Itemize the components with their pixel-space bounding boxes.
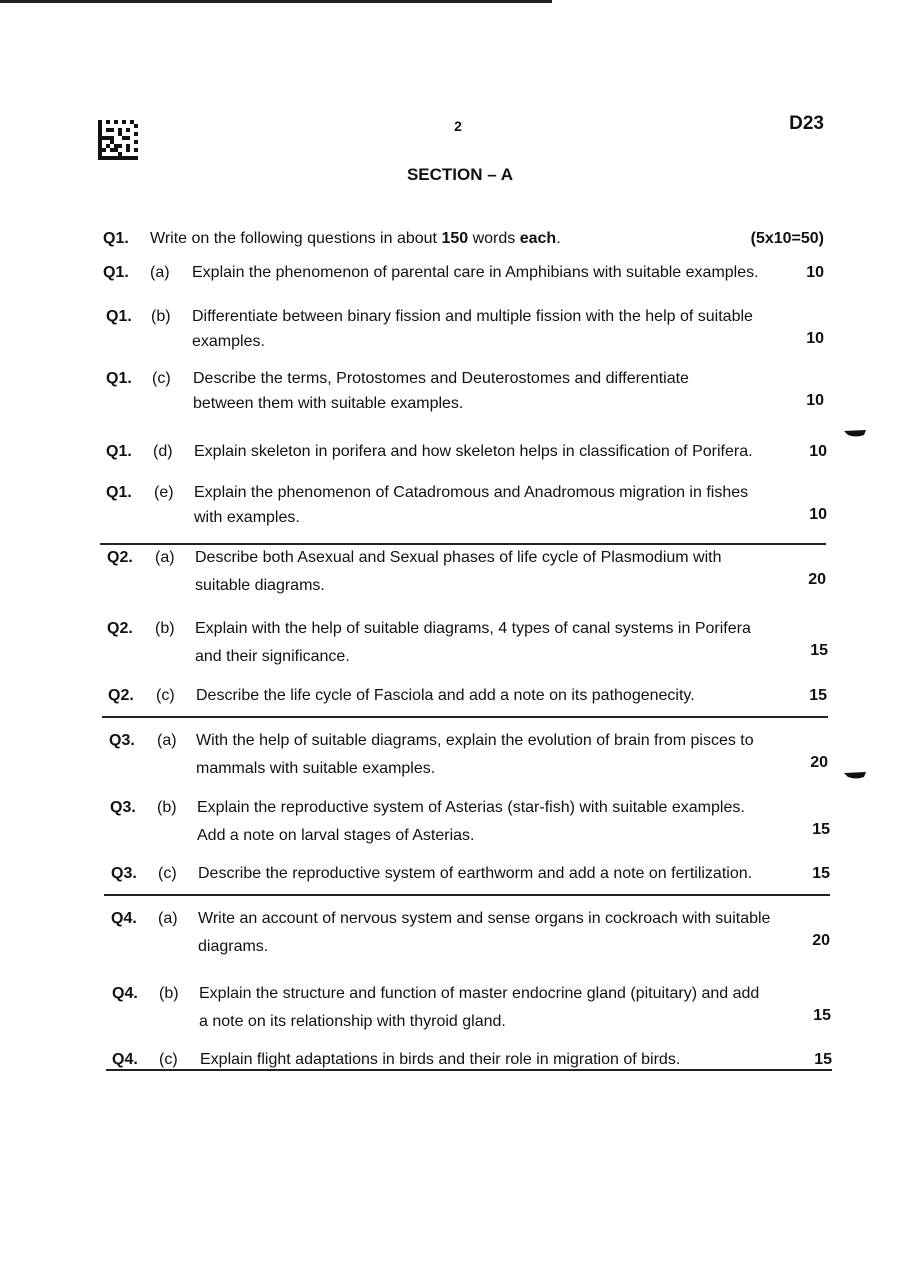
- question-text-line: Explain the structure and function of master endocrine gland (pituitary) and add: [199, 985, 760, 1002]
- question-number: Q2.: [107, 620, 133, 637]
- top-scan-rule: [0, 0, 552, 3]
- question-text-line: Explain the reproductive system of Asterias (star-fish) with suitable examples.: [197, 799, 745, 816]
- question-number: Q3.: [111, 865, 137, 882]
- question-number: Q4.: [112, 1051, 138, 1068]
- question-text: [194, 439, 753, 464]
- question-text-line: a note on its relationship with thyroid gland.: [199, 1013, 506, 1030]
- question-text-line: mammals with suitable examples.: [196, 760, 436, 777]
- question-text-line: With the help of suitable diagrams, explain the evolution of brain from pisces to: [196, 732, 754, 749]
- question-number: Q1.: [106, 370, 132, 387]
- question-number: Q1.: [103, 230, 129, 247]
- question-part: (b): [157, 799, 177, 816]
- divider-end: [106, 1069, 832, 1071]
- question-text: [198, 861, 752, 886]
- question-part: (c): [152, 370, 171, 387]
- question-number: Q2.: [107, 549, 133, 566]
- question-number: Q4.: [112, 985, 138, 1002]
- question-text-line: Describe the life cycle of Fasciola and add a note on its pathogenecity.: [196, 687, 695, 704]
- question-marks: 20: [810, 754, 828, 771]
- question-marks: 10: [806, 264, 824, 281]
- question-text-line: Describe the terms, Protostomes and Deuterostomes and differentiate: [193, 370, 689, 387]
- question-text: [194, 480, 748, 530]
- question-marks: 10: [806, 330, 824, 347]
- question-text-line: Write an account of nervous system and sense organs in cockroach with suitable: [198, 910, 771, 927]
- question-number: Q1.: [106, 484, 132, 501]
- question-part: (a): [157, 732, 177, 749]
- question-part: (a): [150, 264, 170, 281]
- page-number: 2: [454, 118, 462, 134]
- question-text: [193, 366, 689, 416]
- question-text-line: Explain the phenomenon of Catadromous and Anadromous migration in fishes: [194, 484, 749, 501]
- divider-q4: [104, 894, 830, 896]
- question-text-line: Describe the reproductive system of earthworm and add a note on fertilization.: [198, 865, 753, 882]
- question-text-line: Explain skeleton in porifera and how skeleton helps in classification of Porifera.: [194, 443, 753, 460]
- question-marks: 10: [806, 392, 824, 409]
- question-part: (b): [155, 620, 175, 637]
- page-edge-mark-icon: [844, 430, 866, 438]
- question-marks: 20: [812, 932, 830, 949]
- question-text: [198, 906, 770, 959]
- question-marks: (5x10=50): [750, 230, 824, 247]
- question-text: [195, 616, 751, 669]
- section-title: SECTION – A: [406, 165, 514, 184]
- question-text-line: Add a note on larval stages of Asterias.: [197, 827, 475, 844]
- question-text: [196, 683, 695, 708]
- question-number: Q1.: [103, 264, 129, 281]
- question-part: (e): [154, 484, 174, 501]
- question-marks: 15: [809, 687, 827, 704]
- question-part: (b): [159, 985, 179, 1002]
- question-text: [192, 304, 753, 354]
- question-part: (c): [156, 687, 175, 704]
- question-part: (d): [153, 443, 173, 460]
- question-number: Q3.: [110, 799, 136, 816]
- question-part: (c): [158, 865, 177, 882]
- question-number: Q3.: [109, 732, 135, 749]
- question-text-line: Describe both Asexual and Sexual phases of life cycle of Plasmodium with: [195, 549, 722, 566]
- question-part: (b): [151, 308, 171, 325]
- question-text: [192, 260, 759, 285]
- question-text: [199, 981, 759, 1034]
- question-text-line: diagrams.: [198, 938, 269, 955]
- question-marks: 20: [808, 571, 826, 588]
- question-text: [196, 728, 754, 781]
- question-part: (a): [155, 549, 175, 566]
- question-text: [197, 795, 745, 848]
- question-text-line: with examples.: [194, 509, 300, 526]
- divider-q2: [100, 543, 826, 545]
- question-marks: 15: [812, 821, 830, 838]
- question-text: [195, 545, 722, 598]
- question-marks: 10: [809, 506, 827, 523]
- question-text-line: Explain the phenomenon of parental care in Amphibians with suitable examples.: [192, 264, 759, 281]
- question-marks: 15: [813, 1007, 831, 1024]
- question-part: (c): [159, 1051, 178, 1068]
- question-marks: 10: [809, 443, 827, 460]
- question-text-line: Differentiate between binary fission and multiple fission with the help of suitable: [192, 308, 753, 325]
- question-text-line: suitable diagrams.: [195, 577, 325, 594]
- question-text-line: Explain with the help of suitable diagrams, 4 types of canal systems in Porifera: [195, 620, 751, 637]
- question-part: (a): [158, 910, 178, 927]
- divider-q3: [102, 716, 828, 718]
- question-number: Q4.: [111, 910, 137, 927]
- question-marks: 15: [814, 1051, 832, 1068]
- question-text-line: between them with suitable examples.: [193, 395, 464, 412]
- question-text-line: and their significance.: [195, 648, 350, 665]
- question-number: Q2.: [108, 687, 134, 704]
- paper-code: D23: [789, 113, 824, 134]
- datamatrix-code-icon: [98, 120, 138, 160]
- question-text-line: Explain flight adaptations in birds and their role in migration of birds.: [200, 1051, 681, 1068]
- question-marks: 15: [810, 642, 828, 659]
- question-number: Q1.: [106, 443, 132, 460]
- question-intro-text: Write on the following questions in about 150 words each.: [150, 230, 561, 247]
- page-edge-mark-icon: [844, 772, 866, 780]
- question-number: Q1.: [106, 308, 132, 325]
- question-marks: 15: [812, 865, 830, 882]
- question-text-line: examples.: [192, 333, 265, 350]
